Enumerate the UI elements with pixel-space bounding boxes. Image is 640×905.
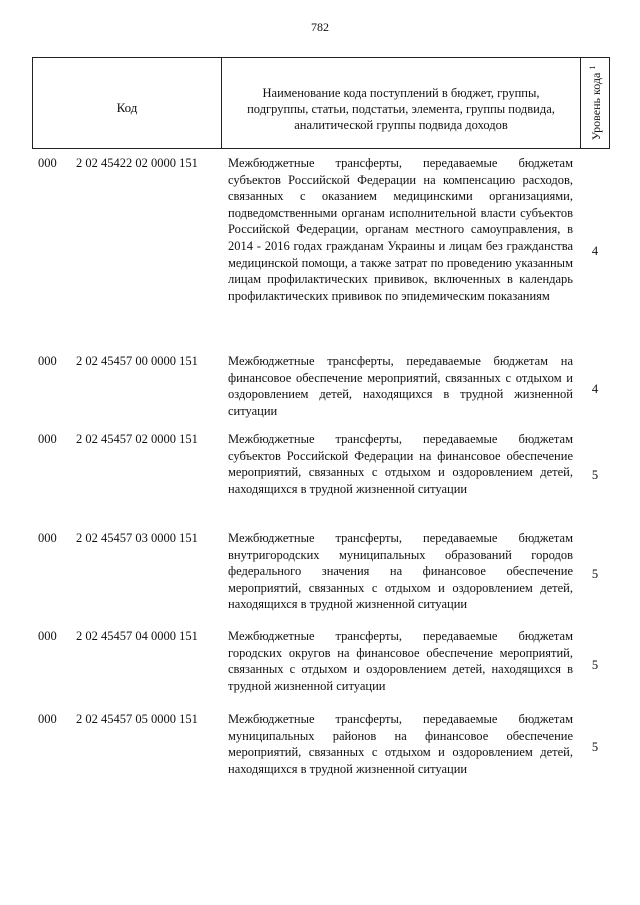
row-code: 2 02 45457 00 0000 151	[76, 354, 198, 368]
header-level-text	[588, 66, 604, 141]
row-code: 2 02 45457 02 0000 151	[76, 432, 198, 446]
header-level	[581, 58, 611, 148]
row-prefix: 000	[38, 432, 57, 446]
row-name: Межбюджетные трансферты, передаваемые бюджетам внутригородских муниципальных образований городов федерального значения на финансовое обеспечение мероприятий, связанных с отдыхом и оздоровлением детей, находящихся в трудной жизненной ситуации	[228, 531, 573, 612]
row-code: 2 02 45422 02 0000 151	[76, 156, 198, 170]
row-prefix: 000	[38, 354, 57, 368]
row-name: Межбюджетные трансферты, передаваемые бюджетам на финансовое обеспечение мероприятий, связанных с отдыхом и оздоровлением детей, находящихся в трудной жизненной ситуации	[228, 354, 573, 418]
row-prefix: 000	[38, 156, 57, 170]
page-number: 782	[311, 20, 329, 34]
row-level: 4	[591, 244, 599, 258]
row-level: 5	[591, 468, 599, 482]
row-prefix: 000	[38, 531, 57, 545]
row-name: Межбюджетные трансферты, передаваемые бюджетам субъектов Российской Федерации на компенсацию расходов, связанных с оказанием медицинскими организациями, подведомственными органам исполнительной власти субъектов Российской Федерации, органам местного самоуправления, в 2014 - 2016 годах гражданам Украины и лицам без гражданства медицинской помощи, а также затрат по проведению указанным лицам профилактических прививок, включенных в календарь профилактических прививок по эпидемическим показаниям	[228, 156, 573, 303]
row-level: 4	[591, 382, 599, 396]
row-prefix: 000	[38, 629, 57, 643]
header-level-footnote: 1	[588, 65, 597, 70]
row-level: 5	[591, 658, 599, 672]
header-name: Наименование кода поступлений в бюджет, группы, подгруппы, статьи, подстатьи, элемента, группы подвида, аналитической группы подвида доходов	[222, 58, 581, 148]
row-code: 2 02 45457 05 0000 151	[76, 712, 198, 726]
row-name: Межбюджетные трансферты, передаваемые бюджетам городских округов на финансовое обеспечение мероприятий, связанных с отдыхом и оздоровлением детей, находящихся в трудной жизненной ситуации	[228, 629, 573, 693]
table-header	[32, 57, 610, 149]
row-name: Межбюджетные трансферты, передаваемые бюджетам муниципальных районов на финансовое обеспечение мероприятий, связанных с отдыхом и оздоровлением детей, находящихся в трудной жизненной ситуации	[228, 712, 573, 776]
row-level: 5	[591, 740, 599, 754]
header-code: Код	[33, 58, 222, 148]
row-code: 2 02 45457 03 0000 151	[76, 531, 198, 545]
header-level-label: Уровень кода	[589, 72, 603, 141]
row-code: 2 02 45457 04 0000 151	[76, 629, 198, 643]
row-level: 5	[591, 567, 599, 581]
row-prefix: 000	[38, 712, 57, 726]
row-name: Межбюджетные трансферты, передаваемые бюджетам субъектов Российской Федерации на финансовое обеспечение мероприятий, связанных с отдыхом и оздоровлением детей, находящихся в трудной жизненной ситуации	[228, 432, 573, 496]
